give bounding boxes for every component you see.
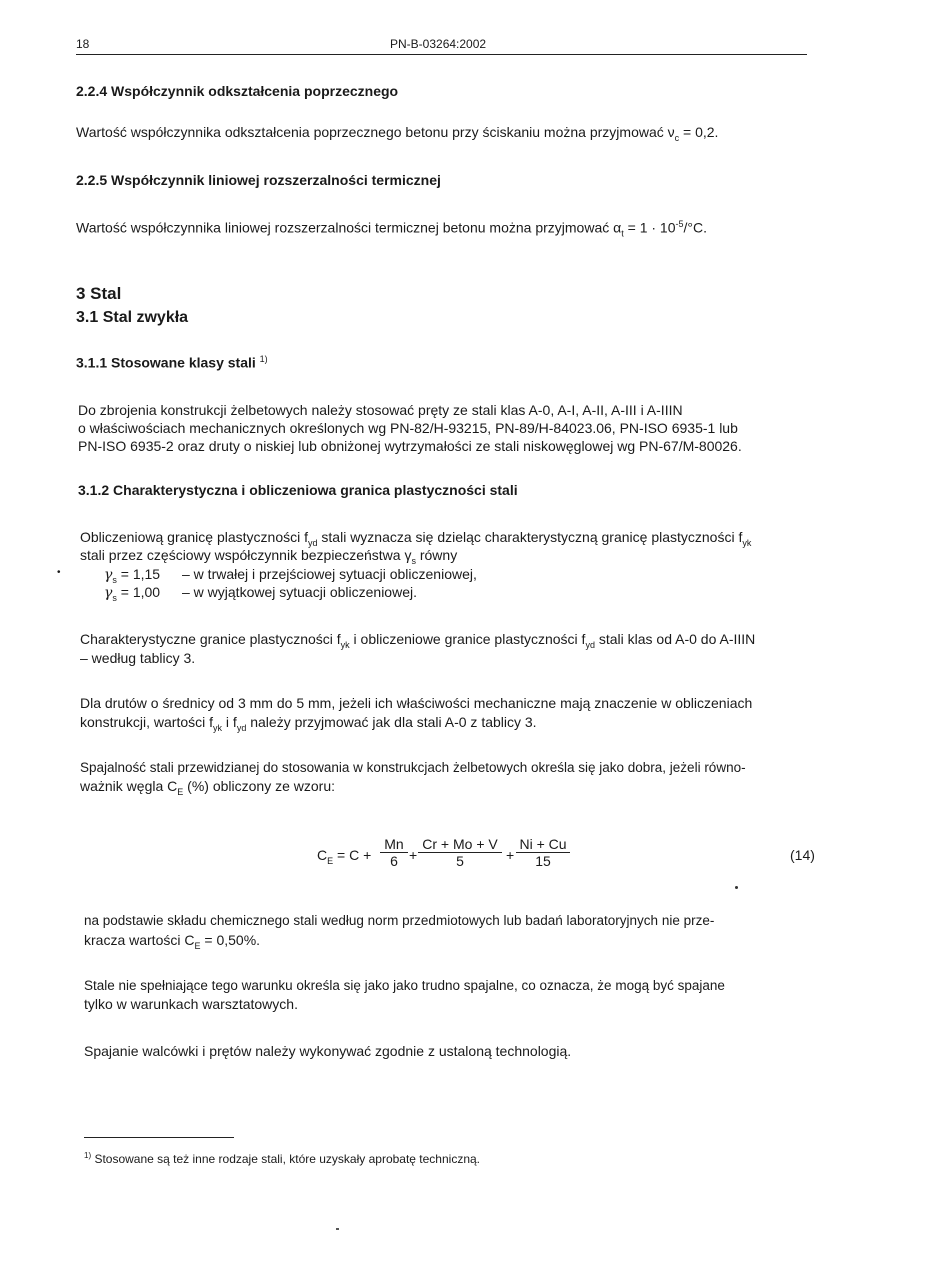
paragraph-weldability-1: Spajalność stali przewidzianej do stosowania w konstrukcjach żelbetowych określa się jako dobra, jeżeli równo-	[80, 760, 746, 775]
formula-plus-1: +	[409, 847, 418, 863]
margin-dot: •	[57, 567, 61, 578]
formula-plus-2: +	[506, 847, 515, 863]
paragraph-composition-2: kracza wartości $C_E = 0,50\%$.	[84, 932, 261, 951]
paragraph-hard-weld-2: tylko w warunkach warsztatowych.	[84, 996, 298, 1012]
scan-speck	[735, 886, 738, 889]
gamma-row-1-desc: – w trwałej i przejściowej sytuacji obliczeniowej,	[182, 566, 477, 582]
page-number: 18	[76, 37, 90, 51]
paragraph-yield-2: stali przez częściowy współczynnik bezpieczeństwa $\gamma_s$ równy	[80, 547, 458, 566]
paragraph-composition-1: na podstawie składu chemicznego stali według norm przedmiotowych lub badań laboratoryjnych nie prze-	[84, 913, 715, 928]
section-3-1-title: 3.1 Stal zwykła	[76, 309, 189, 326]
footnote-rule	[84, 1137, 234, 1138]
standard-header: PN-B-03264:2002	[390, 37, 487, 51]
paragraph-yield-1: Obliczeniową granicę plastyczności $f_{yd}$ stali wyznacza się dzieląc charakterystyczną granicę plastyczności $f_{yk}$	[80, 529, 752, 548]
paragraph-limits-1: Charakterystyczne granice plastyczności $f_{yk}$ i obliczeniowe granice plastyczności $f_{yd}$ stali klas od A-0 do A-IIIN	[80, 631, 756, 650]
paragraph-hard-weld-1: Stale nie spełniające tego warunku określa się jako jako trudno spajalne, co oznacza, że mogą być spajane	[84, 978, 725, 993]
header-rule	[76, 54, 807, 55]
section-2-2-5-text: Wartość współczynnika liniowej rozszerzalności termicznej betonu można przyjmować $\alpha_t = 1 \cdot 10^{-5}/^\circ C$.	[76, 219, 708, 239]
section-3-1-1-title: 3.1.1 Stosowane klasy stali $^{1)}$	[76, 354, 268, 371]
equation-number: (14)	[790, 847, 815, 863]
paragraph-wires-1: Dla drutów o średnicy od 3 mm do 5 mm, jeżeli ich właściwości mechaniczne mają znaczenie w obliczeniach	[80, 695, 753, 711]
paragraph-limits-2: – według tablicy 3.	[80, 650, 196, 666]
gamma-row-2: $\gamma_s = 1,00$	[104, 584, 161, 603]
chapter-3-title: 3 Stal	[76, 284, 122, 303]
paragraph-wires-2: konstrukcji, wartości $f_{yk}$ i $f_{yd}$ należy przyjmować jak dla stali A-0 z tablicy 3.	[80, 714, 537, 733]
formula-fraction-crmov: $\frac{Cr + Mo + V}{5}$	[418, 836, 502, 869]
footnote: $^{1)}$ Stosowane są też inne rodzaje stali, które uzyskały aprobatę techniczną.	[84, 1151, 481, 1166]
section-3-1-1-paragraph: Do zbrojenia konstrukcji żelbetowych należy stosować pręty ze stali klas A-0, A-I, A-II, A-III i A-IIIN o właściwościach mechanicznych określonych wg PN-82/H-93215, PN-89/H-84023.06, PN-ISO 6935-1 lub PN-ISO 6935-2 oraz druty o niskiej lub obniżonej wytrzymałości ze stali niskowęglowej wg PN-67/M-80026.	[78, 402, 742, 454]
section-2-2-4-title: 2.2.4 Współczynnik odkształcenia poprzecznego	[76, 83, 399, 99]
gamma-row-2-desc: – w wyjątkowej sytuacji obliczeniowej.	[182, 584, 417, 600]
scan-speck	[336, 1228, 339, 1230]
section-2-2-4-text: Wartość współczynnika odkształcenia poprzecznego betonu przy ściskaniu można przyjmować $\nu_c = 0,2$.	[76, 124, 719, 143]
formula-lhs: $C_E = C$ +	[317, 847, 372, 866]
gamma-row-1: $\gamma_s = 1,15$	[104, 566, 161, 585]
formula-fraction-nicu: $\frac{Ni + Cu}{15}$	[516, 836, 570, 869]
section-3-1-2-title: 3.1.2 Charakterystyczna i obliczeniowa granica plastyczności stali	[78, 482, 518, 498]
section-2-2-5-title: 2.2.5 Współczynnik liniowej rozszerzalności termicznej	[76, 172, 441, 188]
paragraph-technology: Spajanie walcówki i prętów należy wykonywać zgodnie z ustaloną technologią.	[84, 1043, 572, 1059]
paragraph-weldability-2: ważnik węgla $C_E$ (%) obliczony ze wzoru:	[80, 778, 335, 797]
formula-fraction-mn: $\frac{Mn}{6}$	[380, 836, 408, 869]
